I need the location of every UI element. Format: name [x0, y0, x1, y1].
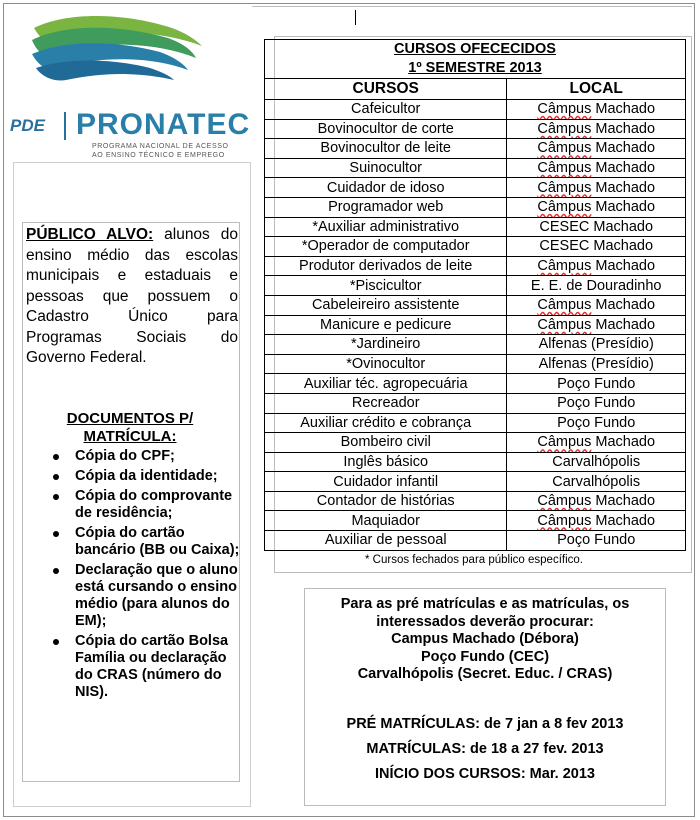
course-cell: *Ovinocultor: [265, 354, 507, 374]
table-footnote: * Cursos fechados para público específico.: [365, 554, 583, 566]
course-cell: Contador de histórias: [265, 491, 507, 511]
pronatec-swoosh-logo-icon: [10, 10, 250, 110]
publico-alvo-paragraph: [26, 225, 238, 369]
course-cell: Programador web: [265, 197, 507, 217]
local-cell: Poço Fundo: [507, 393, 686, 413]
course-cell: Produtor derivados de leite: [265, 256, 507, 276]
local-cell: Alfenas (Presídio): [507, 335, 686, 355]
local-cell: Carvalhópolis: [507, 452, 686, 472]
table-row: [265, 354, 686, 374]
table-row: [265, 295, 686, 315]
table-title-line-1: CURSOS OFECECIDOS: [394, 41, 556, 57]
documentos-title-line-2: MATRÍCULA:: [83, 428, 177, 445]
course-cell: Cuidador de idoso: [265, 178, 507, 198]
table-row: [265, 374, 686, 394]
course-cell: Bombeiro civil: [265, 433, 507, 453]
table-row: [265, 491, 686, 511]
table-row: [265, 393, 686, 413]
info-line: interessados deverão procurar:: [376, 613, 594, 630]
course-cell: *Operador de computador: [265, 237, 507, 257]
course-cell: Recreador: [265, 393, 507, 413]
documentos-item: Cópia do comprovante de residência;: [30, 488, 240, 522]
local-cell: Alfenas (Presídio): [507, 354, 686, 374]
documentos-item: Cópia do cartão bancário (BB ou Caixa);: [30, 525, 240, 559]
table-title-line-2: 1º SEMESTRE 2013: [408, 60, 542, 76]
local-cell: CESEC Machado: [507, 217, 686, 237]
local-cell: Câmpus Machado: [507, 315, 686, 335]
course-cell: Cuidador infantil: [265, 472, 507, 492]
local-cell: Poço Fundo: [507, 374, 686, 394]
table-row: [265, 315, 686, 335]
table-row: [265, 413, 686, 433]
tagline-line-1: PROGRAMA NACIONAL DE ACESSO: [92, 143, 229, 150]
table-row: [265, 433, 686, 453]
table-row: [265, 119, 686, 139]
pronatec-label: PRONATEC: [76, 108, 251, 141]
local-cell: E. E. de Douradinho: [507, 276, 686, 296]
local-cell: Câmpus Machado: [507, 139, 686, 159]
documentos-item: Declaração que o aluno está cursando o ensino médio (para alunos do EM);: [30, 562, 240, 630]
pronatec-logo: [10, 10, 250, 160]
inicio-cursos-line: INÍCIO DOS CURSOS: Mar. 2013: [375, 766, 595, 782]
course-cell: Manicure e pedicure: [265, 315, 507, 335]
tagline-line-2: AO ENSINO TÉCNICO E EMPREGO: [92, 152, 225, 159]
table-row: [265, 511, 686, 531]
table-row: [265, 256, 686, 276]
documentos-title-line-1: DOCUMENTOS P/: [66, 410, 194, 427]
local-cell: Câmpus Machado: [507, 256, 686, 276]
local-cell: Poço Fundo: [507, 413, 686, 433]
course-cell: *Auxiliar administrativo: [265, 217, 507, 237]
course-cell: Auxiliar téc. agropecuária: [265, 374, 507, 394]
pre-matriculas-line: PRÉ MATRÍCULAS: de 7 jan a 8 fev 2013: [346, 716, 624, 732]
header-local: LOCAL: [507, 79, 686, 100]
course-cell: Maquiador: [265, 511, 507, 531]
documentos-title: [30, 410, 230, 446]
courses-table: [264, 39, 686, 551]
documentos-item: Cópia da identidade;: [30, 468, 240, 485]
info-dates: [304, 716, 666, 791]
table-row: [265, 139, 686, 159]
publico-alvo-text: alunos do ensino médio das escolas municipais e estaduais e pessoas que possuem o Cadastro Único para Programas Sociais do Governo Federal.: [26, 226, 238, 366]
course-cell: Inglês básico: [265, 452, 507, 472]
local-cell: Câmpus Machado: [507, 491, 686, 511]
table-row: [265, 452, 686, 472]
local-cell: CESEC Machado: [507, 237, 686, 257]
table-row: [265, 100, 686, 120]
local-cell: Câmpus Machado: [507, 295, 686, 315]
documentos-item: Cópia do cartão Bolsa Família ou declaração do CRAS (número do NIS).: [30, 633, 240, 701]
info-contacts: [304, 596, 666, 684]
local-cell: Câmpus Machado: [507, 178, 686, 198]
documentos-item: Cópia do CPF;: [30, 448, 240, 465]
table-row: [265, 197, 686, 217]
local-cell: Câmpus Machado: [507, 158, 686, 178]
table-row: [265, 472, 686, 492]
table-row: [265, 276, 686, 296]
table-row: [265, 178, 686, 198]
course-cell: Auxiliar de pessoal: [265, 531, 507, 551]
matriculas-line: MATRÍCULAS: de 18 a 27 fev. 2013: [366, 741, 604, 757]
table-title: [265, 40, 686, 79]
course-cell: *Piscicultor: [265, 276, 507, 296]
info-line: Carvalhópolis (Secret. Educ. / CRAS): [357, 666, 613, 682]
local-cell: Câmpus Machado: [507, 119, 686, 139]
info-line: Poço Fundo (CEC): [420, 648, 550, 665]
logo-separator: [64, 112, 66, 140]
table-row: [265, 531, 686, 551]
table-header-row: [265, 79, 686, 100]
local-cell: Poço Fundo: [507, 531, 686, 551]
table-row: [265, 217, 686, 237]
local-cell: Câmpus Machado: [507, 100, 686, 120]
local-cell: Câmpus Machado: [507, 433, 686, 453]
text-cursor: [355, 10, 356, 25]
top-divider: [252, 6, 692, 7]
course-cell: Auxiliar crédito e cobrança: [265, 413, 507, 433]
table-title-row: [265, 40, 686, 79]
local-cell: Carvalhópolis: [507, 472, 686, 492]
course-cell: Bovinocultor de corte: [265, 119, 507, 139]
table-row: [265, 237, 686, 257]
info-line: Para as pré matrículas e as matrículas, os: [340, 596, 630, 612]
info-line: Campus Machado (Débora): [391, 631, 579, 647]
pde-label: PDE: [10, 116, 45, 135]
course-cell: *Jardineiro: [265, 335, 507, 355]
course-cell: Bovinocultor de leite: [265, 139, 507, 159]
publico-alvo-label: PÚBLICO ALVO:: [26, 226, 154, 243]
table-row: [265, 158, 686, 178]
local-cell: Câmpus Machado: [507, 197, 686, 217]
table-row: [265, 335, 686, 355]
local-cell: Câmpus Machado: [507, 511, 686, 531]
course-cell: Cabeleireiro assistente: [265, 295, 507, 315]
header-cursos: CURSOS: [265, 79, 507, 100]
logo-tagline: [92, 142, 229, 160]
documentos-list: [30, 448, 240, 704]
course-cell: Cafeicultor: [265, 100, 507, 120]
course-cell: Suinocultor: [265, 158, 507, 178]
